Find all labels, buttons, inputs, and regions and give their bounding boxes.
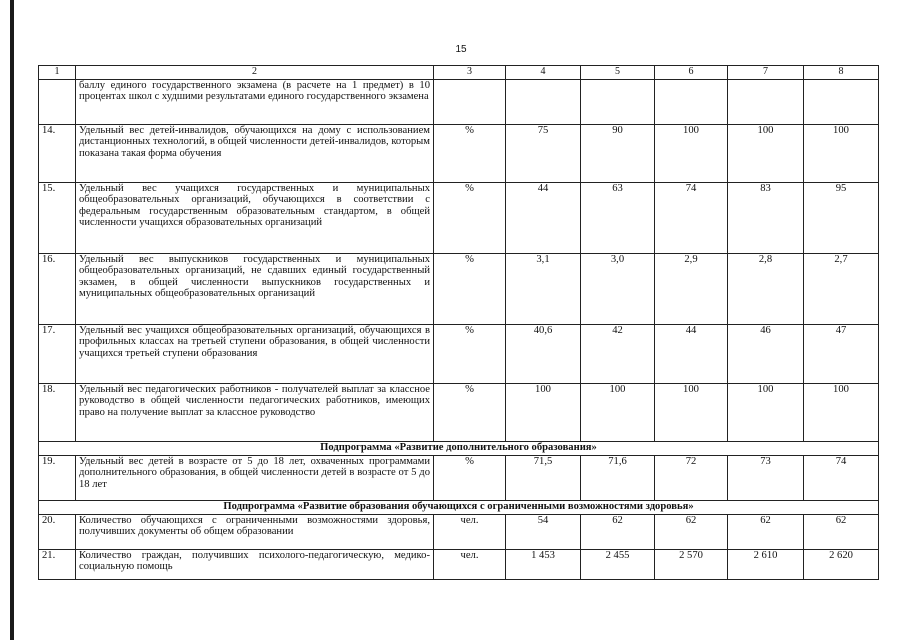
scan-edge-line (10, 0, 14, 640)
value-cell: 2 610 (728, 550, 804, 580)
table-row (39, 125, 879, 183)
value-cell: 73 (728, 456, 804, 501)
column-header: 6 (655, 66, 728, 80)
value-cell: 44 (655, 325, 728, 384)
indicator-description: Удельный вес выпускников государственных и муниципальных общеобразовательных организаций, не сдавших единый государственный экзамен, в общей численности выпускников государственных и муниципальных общеобразовательных организаций (76, 254, 434, 325)
row-number: 15. (39, 183, 76, 254)
value-cell: 90 (581, 125, 655, 183)
value-cell: 100 (506, 384, 581, 442)
unit-cell (434, 80, 506, 125)
row-number (39, 80, 76, 125)
table-row (39, 550, 879, 580)
value-cell: 100 (804, 125, 879, 183)
indicator-description: Удельный вес детей-инвалидов, обучающихся на дому с использованием дистанционных технологий, в общей численности детей-инвалидов, которым показана такая форма обучения (76, 125, 434, 183)
value-cell: 62 (581, 515, 655, 550)
value-cell (581, 80, 655, 125)
value-cell: 71,5 (506, 456, 581, 501)
value-cell: 2 570 (655, 550, 728, 580)
value-cell: 44 (506, 183, 581, 254)
value-cell: 2,7 (804, 254, 879, 325)
subprogram-heading-row (39, 442, 879, 456)
row-number: 19. (39, 456, 76, 501)
subprogram-title: Подпрограмма «Развитие дополнительного образования» (39, 442, 879, 456)
value-cell: 83 (728, 183, 804, 254)
value-cell (506, 80, 581, 125)
value-cell: 2,8 (728, 254, 804, 325)
indicator-description: Удельный вес учащихся государственных и муниципальных общеобразовательных организаций, обучающихся в соответствии с федеральным государственным образовательным стандартом, в общей численности учащихся образовательных организаций (76, 183, 434, 254)
unit-cell: % (434, 384, 506, 442)
value-cell: 46 (728, 325, 804, 384)
value-cell: 74 (655, 183, 728, 254)
row-number: 21. (39, 550, 76, 580)
column-header: 2 (76, 66, 434, 80)
unit-cell: % (434, 254, 506, 325)
value-cell: 100 (804, 384, 879, 442)
column-header: 8 (804, 66, 879, 80)
column-header: 5 (581, 66, 655, 80)
value-cell: 75 (506, 125, 581, 183)
value-cell: 2,9 (655, 254, 728, 325)
row-number: 17. (39, 325, 76, 384)
page-number: 15 (455, 44, 467, 55)
table-body (39, 66, 879, 580)
unit-cell: % (434, 456, 506, 501)
value-cell: 62 (728, 515, 804, 550)
value-cell: 62 (804, 515, 879, 550)
table-row (39, 515, 879, 550)
value-cell: 42 (581, 325, 655, 384)
value-cell: 72 (655, 456, 728, 501)
subprogram-heading-row (39, 501, 879, 515)
row-number: 18. (39, 384, 76, 442)
unit-cell: % (434, 325, 506, 384)
indicator-description: Количество обучающихся с ограниченными возможностями здоровья, получивших документы об общем образовании (76, 515, 434, 550)
row-number: 20. (39, 515, 76, 550)
table-row (39, 384, 879, 442)
column-header: 3 (434, 66, 506, 80)
value-cell: 47 (804, 325, 879, 384)
value-cell: 63 (581, 183, 655, 254)
value-cell: 3,0 (581, 254, 655, 325)
column-header: 1 (39, 66, 76, 80)
unit-cell: чел. (434, 550, 506, 580)
value-cell: 2 455 (581, 550, 655, 580)
row-number: 16. (39, 254, 76, 325)
value-cell: 100 (728, 384, 804, 442)
column-header: 4 (506, 66, 581, 80)
table-row (39, 80, 879, 125)
indicator-description: Удельный вес учащихся общеобразовательных организаций, обучающихся в профильных классах на третьей ступени образования, в общей численности учащихся третьей ступени образования (76, 325, 434, 384)
column-number-row (39, 66, 879, 80)
value-cell: 54 (506, 515, 581, 550)
indicator-description: Удельный вес детей в возрасте от 5 до 18 лет, охваченных программами дополнительного образования, в общей численности детей в возрасте от 5 до 18 лет (76, 456, 434, 501)
value-cell: 2 620 (804, 550, 879, 580)
value-cell: 3,1 (506, 254, 581, 325)
value-cell: 1 453 (506, 550, 581, 580)
indicators-table (38, 65, 879, 580)
unit-cell: чел. (434, 515, 506, 550)
unit-cell: % (434, 183, 506, 254)
value-cell: 100 (581, 384, 655, 442)
table-row (39, 183, 879, 254)
table-row (39, 456, 879, 501)
table-row (39, 254, 879, 325)
row-number: 14. (39, 125, 76, 183)
value-cell (655, 80, 728, 125)
value-cell: 100 (655, 125, 728, 183)
value-cell (804, 80, 879, 125)
indicator-description: Удельный вес педагогических работников - получателей выплат за классное руководство в общей численности педагогических работников, имеющих право на получение выплат за классное руководство (76, 384, 434, 442)
value-cell: 74 (804, 456, 879, 501)
value-cell: 40,6 (506, 325, 581, 384)
value-cell: 71,6 (581, 456, 655, 501)
value-cell: 100 (655, 384, 728, 442)
unit-cell: % (434, 125, 506, 183)
column-header: 7 (728, 66, 804, 80)
indicator-description: Количество граждан, получивших психолого-педагогическую, медико-социальную помощь (76, 550, 434, 580)
value-cell: 62 (655, 515, 728, 550)
value-cell: 100 (728, 125, 804, 183)
value-cell: 95 (804, 183, 879, 254)
subprogram-title: Подпрограмма «Развитие образования обучающихся с ограниченными возможностями здоровья» (39, 501, 879, 515)
indicator-description: баллу единого государственного экзамена (в расчете на 1 предмет) в 10 процентах школ с худшими результатами единого государственного экзамена (76, 80, 434, 125)
table-row (39, 325, 879, 384)
value-cell (728, 80, 804, 125)
